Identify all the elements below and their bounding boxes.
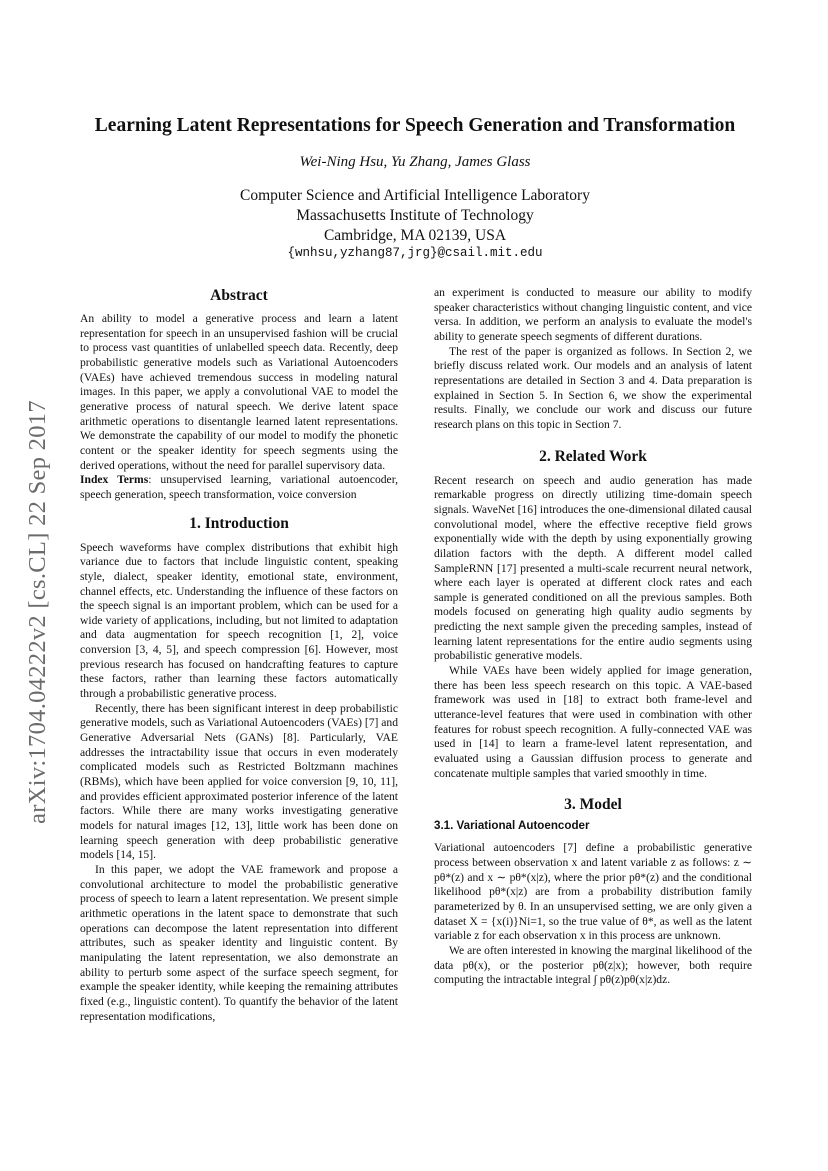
author-email: {wnhsu,yzhang87,jrg}@csail.mit.edu <box>287 246 543 260</box>
left-column <box>80 286 398 1024</box>
index-terms <box>80 473 398 502</box>
model-paragraph: Variational autoencoders [7] define a probabilistic generative process between observation x and latent variable z as follows: z ∼ pθ*(z) and x ∼ pθ*(x|z), where the prior pθ*(z) and the conditional likelihood pθ*(x|z) are from a probability distribution family parameterized by θ. In an unsupervised setting, we are only given a dataset X = {x(i)}Ni=1, so the true value of θ*, as well as the latent variable z for each observation x in this process are unknown. <box>434 841 752 943</box>
related-work-paragraph: Recent research on speech and audio generation has made remarkable progress on directly utilizing time-domain speech signals. WaveNet [16] introduces the one-dimensional dilated causal convolutional model, where the effective receptive field grows exponentially wide with the depth by using exponentially growing dilation factors with the depth. A different model called SampleRNN [17] presented a multi-scale recurrent neural network, where each layer is operated at different clock rates and each sample is generated conditioned on all the previous samples. Both models focused on generating high quality audio segments by predicting the next sample given the preceding samples, instead of learning latent representations for the entire audio segments using probabilistic generative models. <box>434 473 752 663</box>
arxiv-stamp <box>24 365 51 850</box>
related-work-paragraph: While VAEs have been widely applied for image generation, there has been less speech research on this topic. A VAE-based framework was used in [18] to extract both frame-level and utterance-level features that were used in combination with other features for robust speech recognition. A fully-connected VAE was used in [14] to learn a frame-level latent representation, and evaluated using a Gaussian diffusion process to generate and concatenate multiple samples that varied smoothly in time. <box>434 664 752 780</box>
intro-paragraph: an experiment is conducted to measure our ability to modify speaker characteristics without changing linguistic content, and vice versa. In addition, we perform an analysis to evaluate the model's ability to generate speech segments of different durations. <box>434 286 752 343</box>
arxiv-stamp-text: arXiv:1704.04222v2 [cs.CL] 22 Sep 2017 <box>24 400 51 824</box>
intro-paragraph: Recently, there has been significant interest in deep probabilistic generative models, such as Variational Autoencoders (VAEs) [7] and Generative Adversarial Nets (GANs) [8]. Particularly, VAE addresses the intractability issue that occurs in even moderately complicated models such as Restricted Boltzmann machines (RBMs), which have been applied for voice conversion [9, 10, 11], and provides efficient approximated posterior inference of the latent factors. While there are many works investigating generative models for natural images [12, 13], little work has been done on learning speech generation with deep probabilistic generative models [14, 15]. <box>80 701 398 862</box>
abstract-text: An ability to model a generative process and learn a latent representation for speech in an unsupervised fashion will be crucial to process vast quantities of unlabelled speech data. Recently, deep probabilistic generative models such as Variational Autoencoders (VAEs) have achieved tremendous success in modeling natural images. In this paper, we apply a convolutional VAE to model the generative process of natural speech. We derive latent space arithmetic operations to disentangle learned latent representations. We demonstrate the capability of our model to modify the phonetic content or the speaker identity for speech segments using the derived operations, without the need for parallel supervisory data. <box>80 312 398 472</box>
affiliation <box>70 186 760 246</box>
paper-authors: Wei-Ning Hsu, Yu Zhang, James Glass <box>299 154 531 170</box>
right-column <box>434 286 752 988</box>
vae-subheading: 3.1. Variational Autoencoder <box>434 819 590 833</box>
affiliation-line: Computer Science and Artificial Intelligence Laboratory <box>240 187 590 204</box>
affiliation-line: Massachusetts Institute of Technology <box>296 207 534 224</box>
intro-paragraph: In this paper, we adopt the VAE framework and propose a convolutional architecture to model the probabilistic generative process of speech to learn a latent representation. We present simple arithmetic operations in the latent space to demonstrate that such operations can decompose the latent representation into different attributes, such as speaker identity and linguistic content. By manipulating the latent representation, we also demonstrate an ability to perturb some aspect of the surface speech segment, for example the speaker identity, while keeping the remaining attributes fixed (e.g., linguistic content). To quantify the behavior of the latent representation modifications, <box>80 862 398 1023</box>
model-paragraph: We are often interested in knowing the marginal likelihood of the data pθ(x), or the posterior pθ(z|x); however, both require computing the intractable integral ∫ pθ(z)pθ(x|z)dz. <box>434 943 752 987</box>
index-terms-text: : unsupervised learning, variational autoencoder, speech generation, speech transformation, voice conversion <box>80 473 398 501</box>
intro-heading: 1. Introduction <box>189 514 289 532</box>
index-terms-label: Index Terms <box>80 473 149 487</box>
intro-paragraph: The rest of the paper is organized as follows. In Section 2, we briefly discuss related work. Our models and an analysis of latent representations are detailed in Section 3 and 4. Data preparation is explained in Section 5. In Section 6, we show the experimental results. Finally, we conclude our work and discuss our future research plans on this topic in Section 7. <box>434 344 752 431</box>
intro-paragraph: Speech waveforms have complex distributions that exhibit high variance due to factors that include linguistic content, speaking style, dialect, speaker identity, emotional state, environment, channel effects, etc. Understanding the influence of these factors on the speech signal is an important problem, which can be used for a wide variety of applications, including, but not limited to adaptation and data augmentation for speech recognition [1, 2], voice conversion [3, 4, 5], and speech compression [6]. However, most previous research has focused on handcrafting features to capture these factors, rather than learning these factors automatically through a probabilistic generative process. <box>80 540 398 701</box>
model-heading: 3. Model <box>564 796 622 814</box>
affiliation-line: Cambridge, MA 02139, USA <box>323 227 507 244</box>
paper-title: Learning Latent Representations for Speech Generation and Transformation <box>94 115 736 136</box>
abstract-heading: Abstract <box>210 287 268 304</box>
related-work-heading: 2. Related Work <box>539 447 647 465</box>
